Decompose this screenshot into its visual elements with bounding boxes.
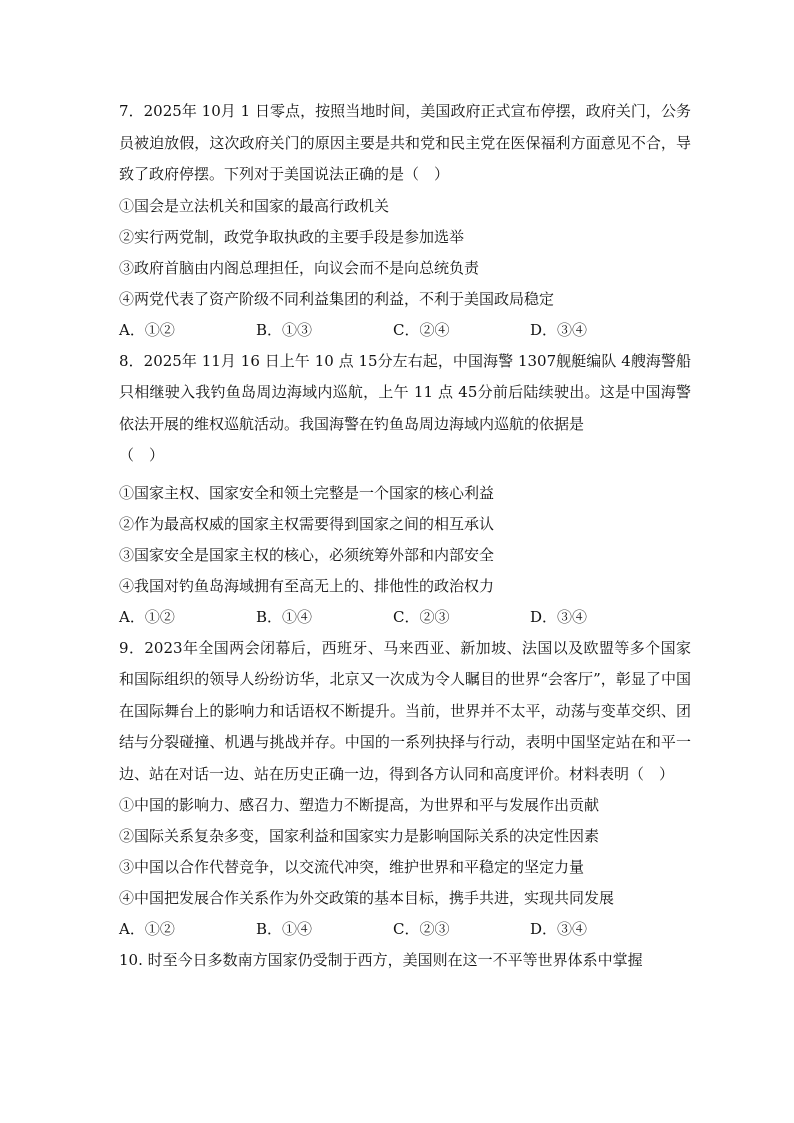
question-10	[119, 945, 691, 977]
choice-b[interactable]: B．①④	[256, 920, 313, 938]
option-4: ④我国对钓鱼岛海域拥有至高无上的、排他性的政治权力	[119, 576, 495, 595]
option-1: ①国会是立法机关和国家的最高行政机关	[119, 196, 390, 215]
question-stem: 7．2025年 10月 1 日零点，按照当地时间，美国政府正式宣布停摆，政府关门，公务员被迫放假，这次政府关门的原因主要是共和党和民主党在医保福利方面意见不合，导致了政府停摆。下列对于美国说法正确的是（ ）	[119, 102, 691, 183]
exam-page	[119, 96, 691, 977]
option-1: ①中国的影响力、感召力、塑造力不断提高，为世界和平与发展作出贡献	[119, 796, 600, 814]
question-stem: 8．2025年 11月 16 日上午 10 点 15分左右起，中国海警 1307舰艇编队 4艘海警船只相继驶入我钓鱼岛周边海域内巡航，上午 11 点 45分前后陆续驶出。这是中国海警依法开展的维权巡航活动。我国海警在钓鱼岛周边海域内巡航的依据是	[119, 351, 691, 433]
option-2: ②实行两党制，政党争取执政的主要手段是参加选举	[119, 227, 465, 246]
question-stem: 9．2023年全国两会闭幕后，西班牙、马来西亚、新加坡、法国以及欧盟等多个国家和国际组织的领导人纷纷访华，北京又一次成为令人瞩目的世界“会客厅”，彰显了中国在国际舞台上的影响力和话语权不断提升。当前，世界并不太平，动荡与变革交织、团结与分裂碰撞、机遇与挑战并存。中国的一系列抉择与行动，表明中国坚定站在和平一边、站在对话一边、站在历史正确一边，得到各方认同和高度评价。材料表明（ ）	[119, 638, 691, 783]
choice-a[interactable]: A．①②	[119, 607, 175, 626]
option-3: ③中国以合作代替竞争，以交流代冲突，维护世界和平稳定的坚定力量	[119, 858, 585, 876]
choice-c[interactable]: C．②④	[393, 320, 450, 339]
option-2: ②作为最高权威的国家主权需要得到国家之间的相互承认	[119, 514, 495, 533]
choice-c[interactable]: C．②③	[393, 607, 450, 626]
question-9	[119, 633, 691, 946]
answer-choices	[119, 315, 691, 346]
choice-d[interactable]: D．③④	[530, 607, 588, 626]
choice-d[interactable]: D．③④	[530, 920, 588, 938]
choice-a[interactable]: A．①②	[119, 320, 175, 339]
option-4: ④两党代表了资产阶级不同利益集团的利益，不利于美国政局稳定	[119, 289, 555, 308]
choice-d[interactable]: D．③④	[530, 320, 588, 339]
option-2: ②国际关系复杂多变，国家利益和国家实力是影响国际关系的决定性因素	[119, 827, 600, 845]
answer-choices	[119, 914, 691, 945]
choice-c[interactable]: C．②③	[393, 920, 450, 938]
choice-b[interactable]: B．①④	[256, 607, 313, 626]
question-stem: 10. 时至今日多数南方国家仍受制于西方，美国则在这一不平等世界体系中掌握	[119, 951, 643, 969]
option-1: ①国家主权、国家安全和领土完整是一个国家的核心利益	[119, 483, 495, 502]
option-3: ③国家安全是国家主权的核心，必须统筹外部和内部安全	[119, 545, 495, 564]
question-8	[119, 346, 691, 633]
option-3: ③政府首脑由内阁总理担任，向议会而不是向总统负责	[119, 258, 480, 277]
question-7	[119, 96, 691, 346]
choice-a[interactable]: A．①②	[119, 920, 175, 938]
answer-paren: （ ）	[119, 446, 165, 464]
option-4: ④中国把发展合作关系作为外交政策的基本目标，携手共进，实现共同发展	[119, 889, 615, 907]
answer-choices	[119, 602, 691, 633]
choice-b[interactable]: B．①③	[256, 320, 313, 339]
